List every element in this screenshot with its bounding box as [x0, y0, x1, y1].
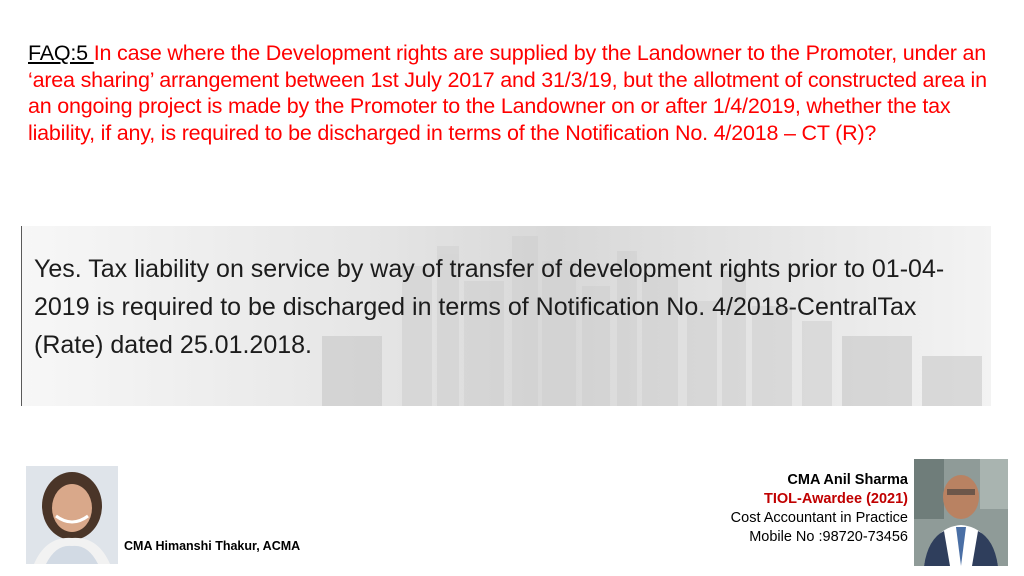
answer-text: Yes. Tax liability on service by way of transfer of development rights prior to 01-04-2019 is required to be discharged in terms of Notification No. 4/2018-CentralTax (Rate) dated 25.01.2018. [34, 255, 945, 359]
faq-number: FAQ:5 [28, 41, 94, 65]
man-portrait-icon [914, 459, 1008, 566]
faq-question [28, 40, 1003, 146]
presenter-photo-right [914, 459, 1008, 566]
faq-question-text: In case where the Development rights are supplied by the Landowner to the Promoter, under an ‘area sharing’ arrangement between 1st July 2017 and 31/3/19, but the allotment of constructed area in an ongoing project is made by the Promoter to the Landowner on or after 1/4/2019, whether the tax liability, if any, is required to be discharged in terms of the Notification No. 4/2018 – CT (R)? [28, 41, 987, 145]
presenter-award: TIOL-Awardee (2021) [764, 491, 908, 507]
presenter-title: Cost Accountant in Practice [730, 510, 908, 526]
presenter-mobile: Mobile No :98720-73456 [749, 529, 908, 545]
woman-portrait-icon [26, 466, 118, 564]
presenter-info-right [731, 471, 908, 547]
presenter-name-right: CMA Anil Sharma [787, 472, 908, 488]
answer-panel [21, 226, 991, 406]
presenter-photo-left [26, 466, 118, 564]
presenter-name-left: CMA Himanshi Thakur, ACMA [124, 539, 301, 553]
